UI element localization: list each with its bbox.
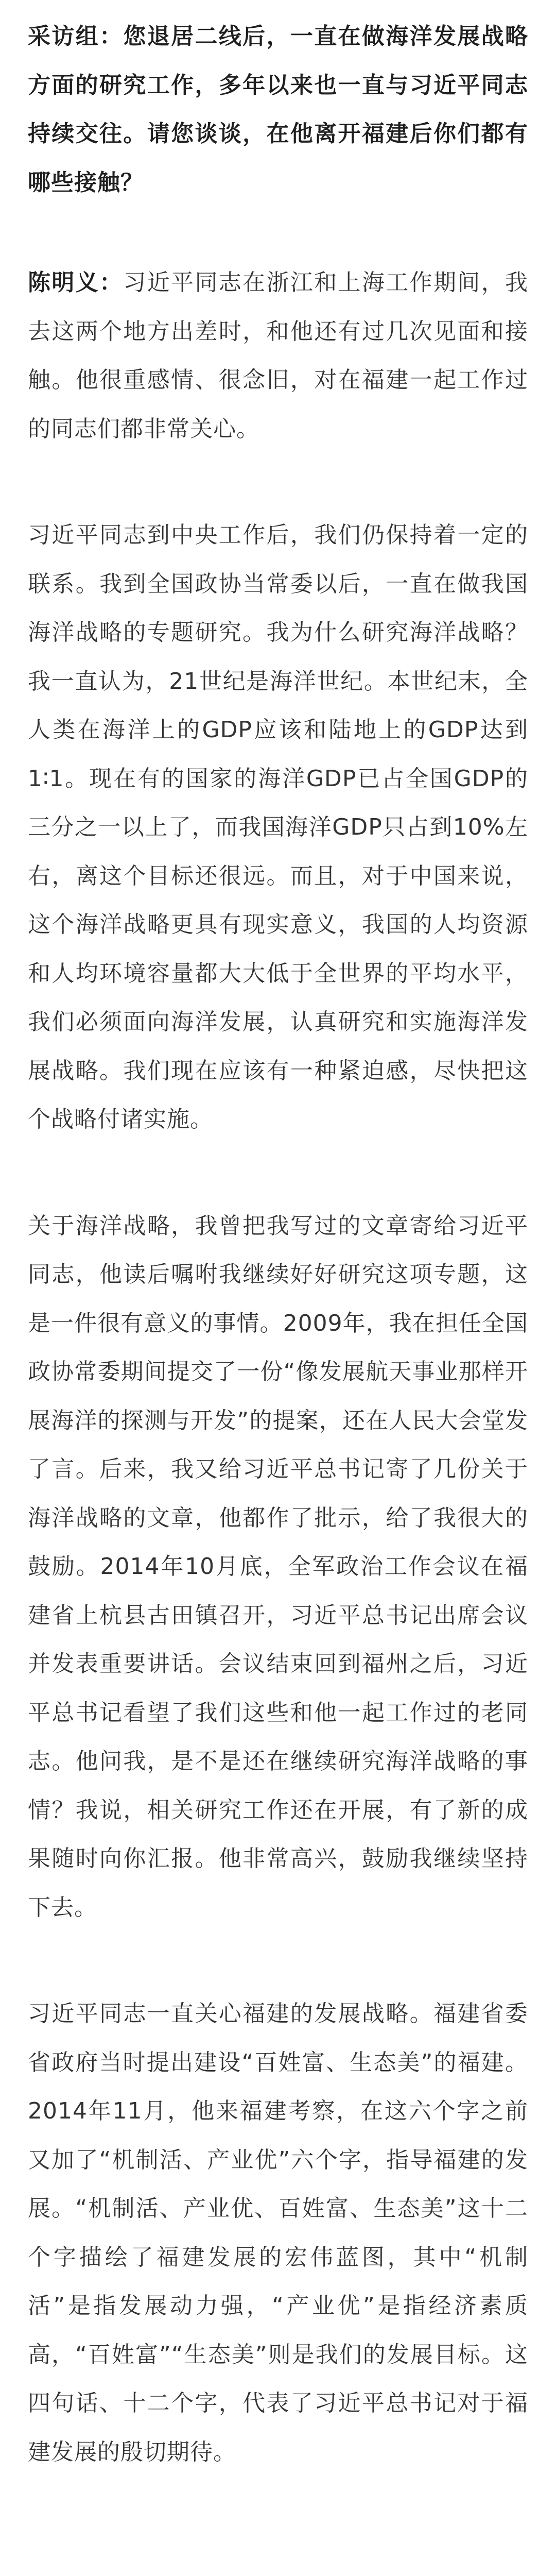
question-speaker: 采访组： (28, 23, 124, 49)
paragraph-proposal: 关于海洋战略，我曾把我写过的文章寄给习近平同志，他读后嘱咐我继续好好研究这项专题，这是一件很有意义的事情。2009年，我在担任全国政协常委期间提交了一份“像发展航天事业那样开展海洋的探测与开发”的提案，还在人民大会堂发了言。后来，我又给习近平总书记寄了几份关于海洋战略的文章，他都作了批示，给了我很大的鼓励。2014年10月底，全军政治工作会议在福建省上杭县古田镇召开，习近平总书记出席会议并发表重要讲话。会议结束回到福州之后，习近平总书记看望了我们这些和他一起工作过的老同志。他问我，是不是还在继续研究海洋战略的事情？我说，相关研究工作还在开展，有了新的成果随时向你汇报。他非常高兴，鼓励我继续坚持下去。 (28, 1212, 528, 1921)
answer-intro (28, 259, 528, 453)
paragraph-gap (28, 207, 528, 259)
interview-question (28, 12, 528, 207)
paragraph-gap (28, 453, 528, 511)
paragraph-ocean-strategy: 习近平同志到中央工作后，我们仍保持着一定的联系。我到全国政协当常委以后，一直在做我国海洋战略的专题研究。我为什么研究海洋战略？我一直认为，21世纪是海洋世纪。本世纪末，全人类在海洋上的GDP应该和陆地上的GDP达到1∶1。现在有的国家的海洋GDP已占全国GDP的三分之一以上了，而我国海洋GDP只占到10%左右，离这个目标还很远。而且，对于中国来说，这个海洋战略更具有现实意义，我国的人均资源和人均环境容量都大大低于全世界的平均水平，我们必须面向海洋发展，认真研究和实施海洋发展战略。我们现在应该有一种紧迫感，尽快把这个战略付诸实施。 (28, 522, 528, 1132)
answer-intro-text: 习近平同志在浙江和上海工作期间，我去这两个地方出差时，和他还有过几次见面和接触。他很重感情、很念旧，对在福建一起工作过的同志们都非常关心。 (28, 269, 529, 442)
paragraph-fujian-development: 习近平同志一直关心福建的发展战略。福建省委省政府当时提出建设“百姓富、生态美”的福建。2014年11月，他来福建考察，在这六个字之前又加了“机制活、产业优”六个字，指导福建的发展。“机制活、产业优、百姓富、生态美”这十二个字描绘了福建发展的宏伟蓝图，其中“机制活”是指发展动力强，“产业优”是指经济素质高，“百姓富”“生态美”则是我们的发展目标。这四句话、十二个字，代表了习近平总书记对于福建发展的殷切期待。 (28, 2001, 528, 2465)
question-text: 您退居二线后，一直在做海洋发展战略方面的研究工作，多年以来也一直与习近平同志持续交往。请您谈谈，在他离开福建后你们都有哪些接触？ (28, 23, 529, 196)
answer-speaker: 陈明义： (28, 269, 124, 296)
paragraph-gap (28, 1932, 528, 1990)
paragraph-gap (28, 1144, 528, 1202)
